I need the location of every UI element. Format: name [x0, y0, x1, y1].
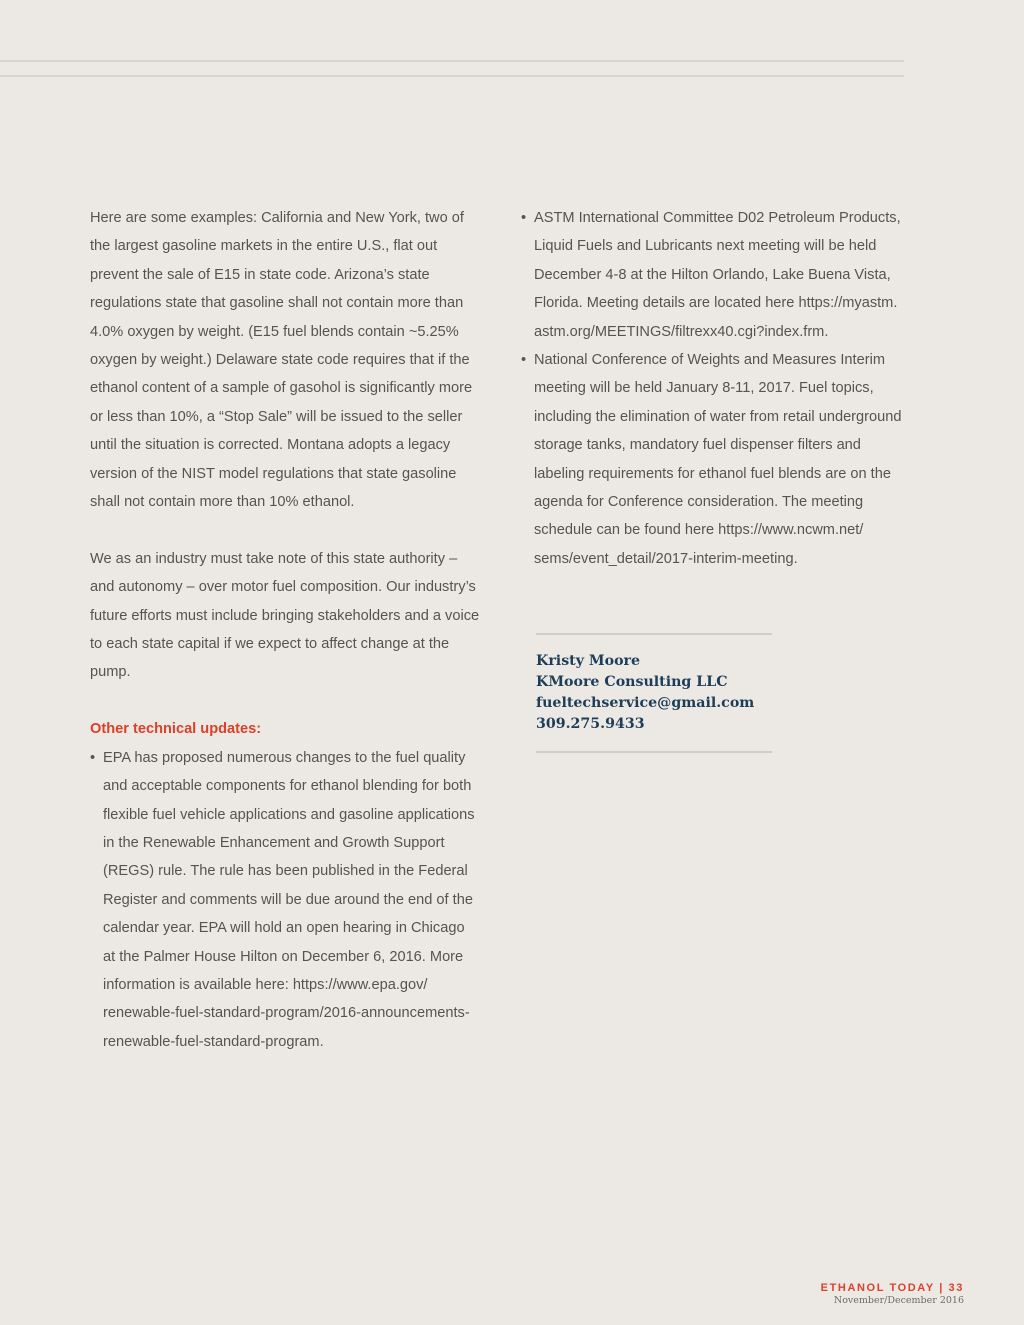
paragraph-state-examples: Here are some examples: California and New York, two of the largest gasoline markets in the entire U.S., flat out prevent the sale of E15 in state code. Arizona’s state regulations state that gasoline shall not contain more than 4.0% oxygen by weight. (E15 fuel blends contain ~5.25% oxygen by weight.) Delaware state code requires that if the ethanol content of a sample of gasohol is significantly more or less than 10%, a “Stop Sale” will be issued to the seller until the situation is corrected. Montana adopts a legacy version of the NIST model regulations that state gasoline shall not contain more than 10% ethanol. [90, 210, 473, 511]
header-rule-bottom [0, 75, 904, 77]
right-column [521, 204, 911, 573]
author-contact-box [536, 633, 772, 753]
list-item [90, 744, 480, 1056]
author-phone: 309.275.9433 [536, 716, 645, 732]
page-footer [821, 1282, 964, 1307]
list-item-text: National Conference of Weights and Measures Interim meeting will be held January 8-11, 2017. Fuel topics, including the elimination of water from retail underground storage tanks, mandatory fuel dispenser filters and labeling requirements for ethanol fuel blends are on the agenda for Conference consideration. The meeting schedule can be found here https://www.ncwm.net/ sems/event_detail/2017-interim-meeting. [534, 352, 902, 567]
list-item [521, 204, 911, 346]
issue-date: November/December 2016 [833, 1295, 964, 1306]
list-item-text: ASTM International Committee D02 Petroleum Products, Liquid Fuels and Lubricants next meeting will be held December 4-8 at the Hilton Orlando, Lake Buena Vista, Florida. Meeting details are located here https://myastm. astm.org/MEETINGS/filtrexx40.cgi?index.frm. [534, 210, 901, 340]
list-item [521, 346, 911, 573]
bullet-icon: • [521, 210, 527, 226]
publication-title: ETHANOL TODAY | 33 [820, 1282, 964, 1294]
author-email[interactable]: fueltechservice@gmail.com [536, 695, 755, 711]
paragraph-spacer [90, 516, 480, 544]
paragraph-state-authority: We as an industry must take note of this state authority – and autonomy – over motor fuel composition. Our industry’s future efforts must include bringing stakeholders and a voice to each state capital if we expect to affect change at the pump. [90, 550, 480, 681]
right-bullet-list [521, 204, 911, 573]
bullet-icon: • [521, 352, 527, 369]
paragraph-spacer [90, 687, 480, 715]
list-item-text: EPA has proposed numerous changes to the fuel quality and acceptable components for ethanol blending for both flexible fuel vehicle applications and gasoline applications in the Renewable Enhancement and Growth Support (REGS) rule. The rule has been published in the Federal Register and comments will be due around the end of the calendar year. EPA will hold an open hearing in Chicago at the Palmer House Hilton on December 6, 2016. More information is available here: https://www.epa.gov/ renewable-fuel-standard-program/2016-announcements-renewable-fuel-standard-program. [103, 749, 475, 1050]
author-name: Kristy Moore [536, 653, 641, 669]
left-bullet-list [90, 744, 480, 1056]
section-heading: Other technical updates: [90, 721, 262, 738]
author-company: KMoore Consulting LLC [536, 674, 728, 690]
bullet-icon: • [90, 749, 96, 766]
left-column [90, 204, 480, 1056]
header-rule-top [0, 60, 904, 62]
